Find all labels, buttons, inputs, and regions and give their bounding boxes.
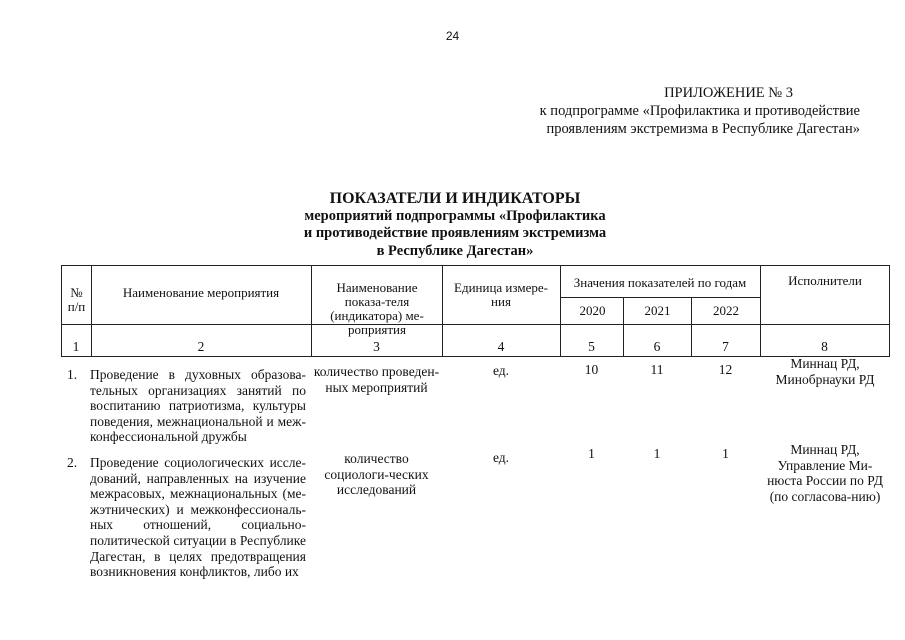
row-1-value-2021: 11 xyxy=(650,362,664,377)
row-1-indicator: количество проведен-ных мероприятий xyxy=(313,364,440,395)
years-divider xyxy=(560,297,760,298)
row-2-value-2022: 1 xyxy=(722,446,729,461)
header-indicator: Наименование показа-теля (индикатора) ме-роприятия xyxy=(330,280,424,337)
document-heading xyxy=(250,190,660,260)
col-number-2: 2 xyxy=(197,339,205,354)
row-2-executors: Миннац РД, Управление Ми-нюста России по РД (по согласова-нию) xyxy=(767,442,883,504)
header-unit: Единица измере-ния xyxy=(454,280,548,309)
appendix-line-2: проявлениям экстремизма в Республике Дагестан» xyxy=(546,121,860,137)
row-1-value-2020: 10 xyxy=(584,362,599,377)
header-year-2021: 2021 xyxy=(644,303,671,318)
col-number-8: 8 xyxy=(821,339,828,354)
row-1-value-2022: 12 xyxy=(718,362,733,377)
row-2-indicator: количество социологи-ческих исследований xyxy=(324,451,429,498)
row-2-unit: ед. xyxy=(492,450,510,465)
header-values: Значения показателей по годам xyxy=(573,275,747,290)
col-border-8 xyxy=(889,265,890,357)
col-number-1: 1 xyxy=(72,339,80,354)
col-number-6: 6 xyxy=(653,339,661,354)
header-bottom-border xyxy=(61,324,890,325)
row-1-executors: Миннац РД, Минобрнауки РД xyxy=(775,356,875,387)
header-year-2020: 2020 xyxy=(579,303,606,318)
table-top-border xyxy=(61,265,890,266)
header-event: Наименование мероприятия xyxy=(122,285,280,300)
header-num: № п/п xyxy=(67,285,86,314)
col-number-7: 7 xyxy=(722,339,729,354)
header-year-2022: 2022 xyxy=(713,303,739,318)
col-number-5: 5 xyxy=(588,339,595,354)
appendix-title: ПРИЛОЖЕНИЕ № 3 xyxy=(664,85,793,101)
row-2-value-2020: 1 xyxy=(588,446,595,461)
heading-title: ПОКАЗАТЕЛИ И ИНДИКАТОРЫ xyxy=(329,190,581,207)
heading-line-2: мероприятий подпрограммы «Профилактика xyxy=(304,207,606,224)
row-2-event: Проведение социологических иссле-дований, направленных на изучение межрасовых, межнациональных (ме-жэтнических) и межконфессиональ-ных отношений, социально-политической ситуации в Республике Дагестан, в целях предотвращения возникновения конфликтов, либо их xyxy=(90,455,306,580)
row-2-num: 2. xyxy=(67,455,78,470)
col-number-3: 3 xyxy=(373,339,380,354)
row-1-num: 1. xyxy=(67,367,78,382)
heading-line-3: и противодействие проявлениям экстремизма xyxy=(303,225,607,241)
appendix-line-1: к подпрограмме «Профилактика и противодействие xyxy=(539,103,860,119)
appendix-block xyxy=(480,84,860,138)
page-number: 24 xyxy=(445,29,460,43)
col-number-4: 4 xyxy=(497,339,505,354)
row-1-unit: ед. xyxy=(492,363,510,378)
row-1-event: Проведение в духовных образова-тельных организациях занятий по воспитанию патриотизма, культуры поведения, межнациональной и меж-конфессиональной дружбы xyxy=(90,367,306,445)
heading-line-4: в Республике Дагестан» xyxy=(376,242,534,259)
header-executors: Исполнители xyxy=(788,273,862,288)
row-2-value-2021: 1 xyxy=(653,446,661,461)
